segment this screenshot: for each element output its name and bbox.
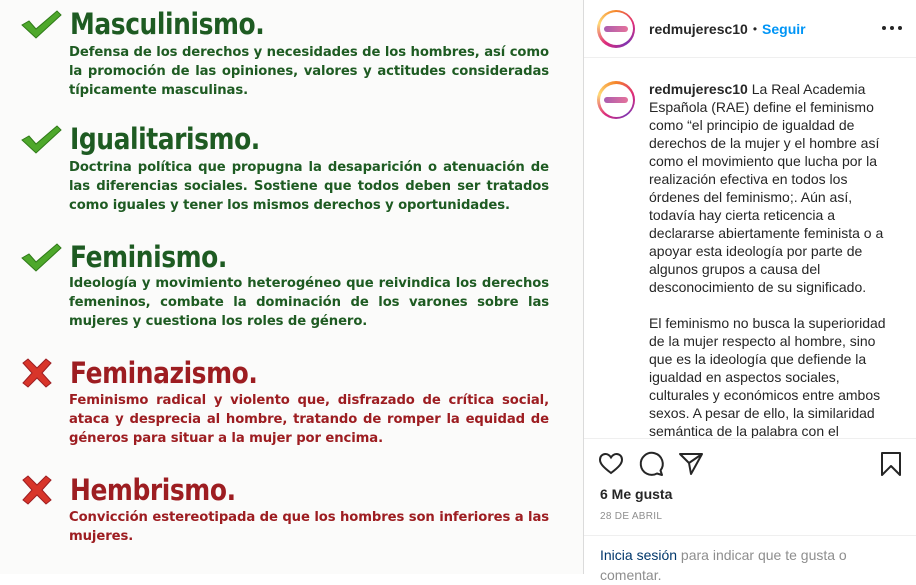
post-date: 28 DE ABRIL	[600, 511, 663, 522]
post-actions	[584, 438, 916, 583]
username-link[interactable]: redmujeresc10	[649, 20, 748, 37]
more-options-icon[interactable]	[882, 20, 902, 36]
follow-button[interactable]: Seguir	[762, 20, 806, 37]
comments-section[interactable]	[584, 58, 916, 438]
cross-icon	[20, 472, 64, 508]
term-head	[20, 472, 263, 508]
check-icon	[20, 239, 64, 275]
term-head	[20, 6, 296, 42]
caption-username[interactable]: redmujeresc10	[649, 81, 748, 97]
term-title: Feminazismo.	[70, 356, 258, 390]
term-description: Convicción estereotipada de que los hombres son inferiores a las mujeres.	[69, 510, 549, 544]
profile-logo	[604, 26, 628, 32]
term-description: Ideología y movimiento heterogéneo que reivindica los derechos femeninos, combate la dominación de los varones sobre las mujeres y cuestiona los roles de género.	[69, 276, 549, 329]
term-head	[20, 121, 291, 157]
profile-logo	[604, 97, 628, 103]
bookmark-icon[interactable]	[878, 451, 906, 479]
post-sidebar	[583, 0, 915, 583]
caption-paragraph-1: La Real Academia Española (RAE) define el feminismo como “el principio de igualdad de derechos de la mujer y el hombre así como el movimiento que lucha por la realización efectiva en todos los órdenes del feminismo;. Aún así, todavía hay cierta reticencia a declararse abiertamente feminista o a apoyar esta ideología por parte de algunos grupos a causa del desconocimiento de su significado.	[649, 81, 884, 295]
caption-text	[649, 80, 889, 440]
caption	[597, 80, 889, 440]
term-title: Igualitarismo.	[70, 122, 260, 156]
post-header	[584, 0, 916, 58]
avatar[interactable]	[597, 81, 635, 119]
avatar[interactable]	[597, 10, 635, 48]
login-prompt-text: para indicar que te gusta o comentar.	[600, 547, 847, 583]
term-description: Feminismo radical y violento que, disfrazado de crítica social, ataca y desprecia al hombre, tratando de romper la equidad de géneros para situar a la mujer por encima.	[69, 393, 549, 446]
share-icon[interactable]	[678, 451, 706, 479]
term-title: Feminismo.	[70, 240, 227, 274]
check-icon	[20, 121, 64, 157]
term-head	[20, 239, 252, 275]
heart-icon[interactable]	[598, 451, 626, 479]
check-icon	[20, 6, 64, 42]
login-prompt	[584, 535, 916, 583]
comment-icon[interactable]	[638, 451, 666, 479]
separator-dot: •	[752, 21, 758, 36]
term-head	[20, 355, 288, 391]
login-link[interactable]: Inicia sesión	[600, 547, 678, 563]
caption-paragraph-2: El feminismo no busca la superioridad de la mujer respecto al hombre, sino que es la ideología que defiende la igualdad en aspectos sociales, culturales y económicos entre ambos sexos. A pesar de ello, la similaridad semántica de la palabra con el	[649, 315, 886, 439]
term-description: Defensa de los derechos y necesidades de los hombres, así como la promoción de las opiniones, valores y actitudes consideradas típicamente masculinas.	[69, 45, 549, 98]
avatar-inner	[600, 12, 633, 45]
term-title: Masculinismo.	[70, 7, 265, 41]
likes-count[interactable]: 6 Me gusta	[600, 486, 673, 502]
term-description: Doctrina política que propugna la desaparición o atenuación de las diferencias sociales. Sostiene que todos deben ser tratados como iguales y tener los mismos derechos y oportunidades.	[69, 160, 549, 213]
cross-icon	[20, 355, 64, 391]
avatar-inner	[600, 84, 633, 117]
action-icons	[598, 451, 904, 479]
term-title: Hembrismo.	[70, 473, 236, 507]
